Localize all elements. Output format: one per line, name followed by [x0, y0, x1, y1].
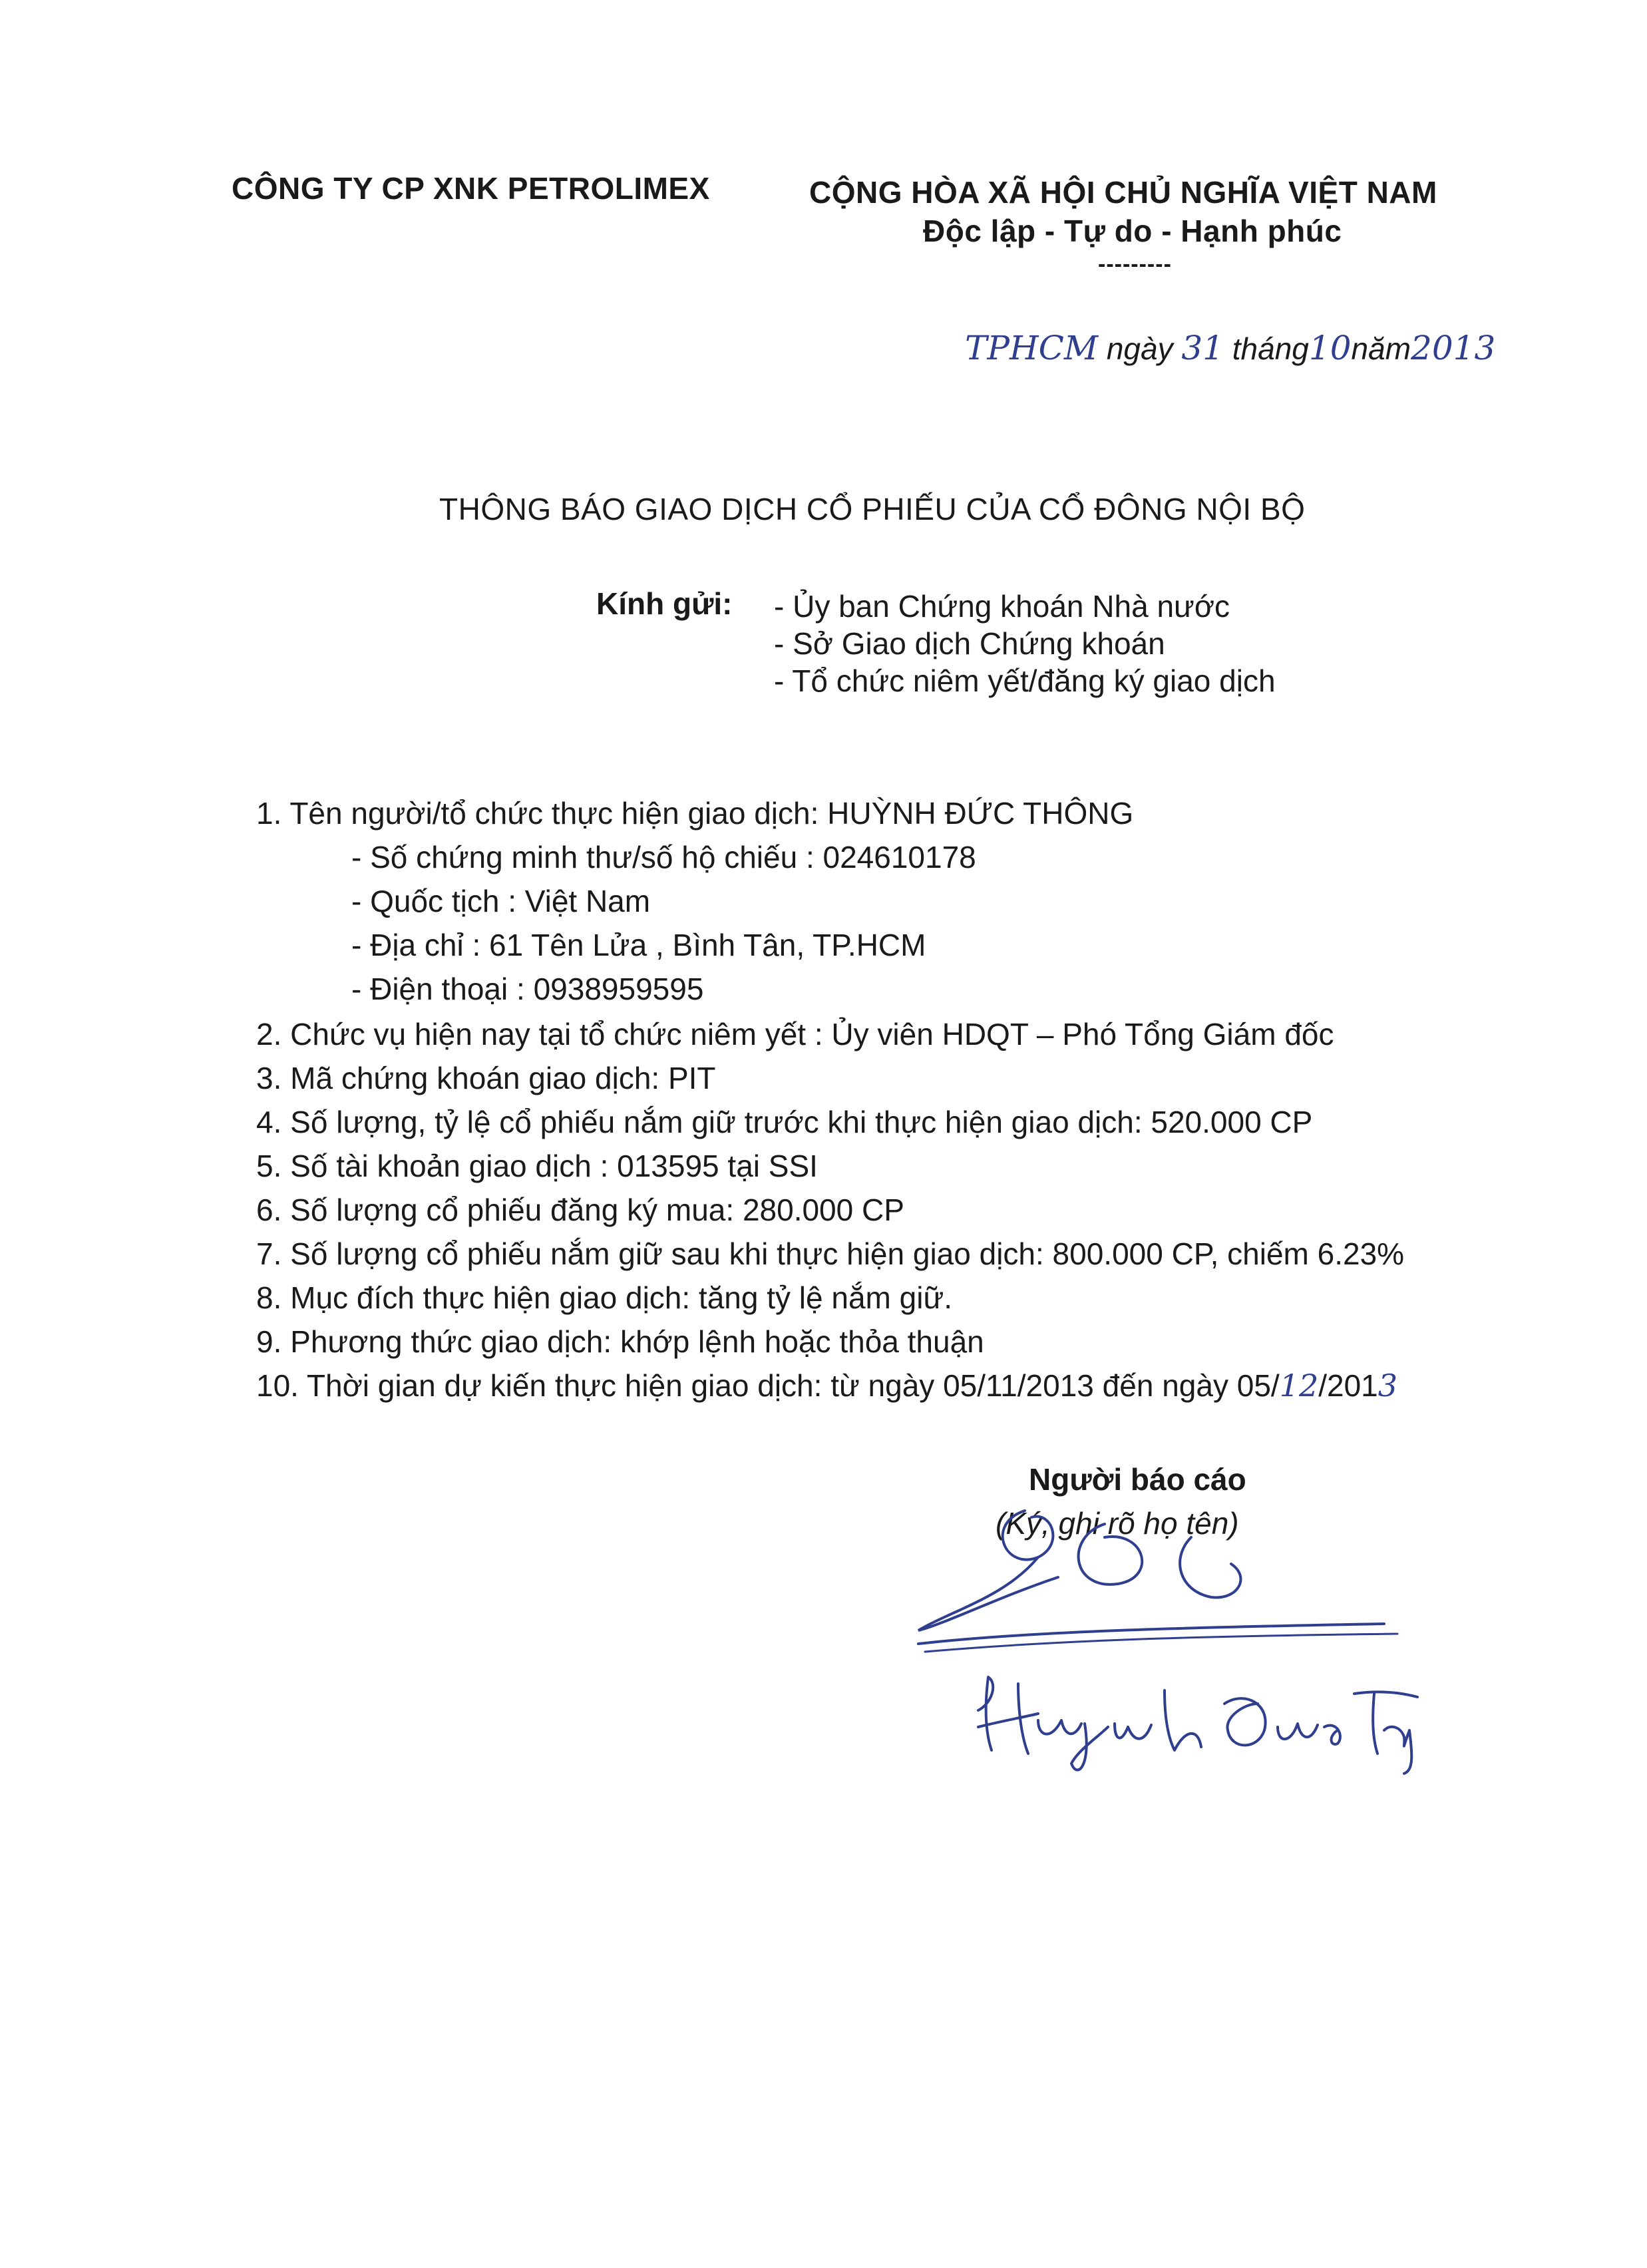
- item-1-nationality: - Quốc tịch : Việt Nam: [351, 884, 651, 918]
- item-10-year-prefix: /201: [1318, 1368, 1378, 1403]
- item-1-address: - Địa chỉ : 61 Tên Lửa , Bình Tân, TP.HCM: [351, 928, 926, 962]
- item-7: 7. Số lượng cổ phiếu nắm giữ sau khi thực hiện giao dịch: 800.000 CP, chiếm 6.23%: [256, 1236, 1405, 1271]
- date-place-handwritten: TPHCM: [965, 329, 1099, 367]
- signature-scribble: [905, 1497, 1411, 1657]
- item-8: 8. Mục đích thực hiện giao dịch: tăng tỷ lệ nắm giữ.: [256, 1280, 953, 1315]
- item-10-text: 10. Thời gian dự kiến thực hiện giao dịch: từ ngày 05/11/2013 đến ngày 05/: [256, 1368, 1280, 1403]
- date-line: [965, 329, 1495, 367]
- item-2: 2. Chức vụ hiện nay tại tổ chức niêm yết : Ủy viên HDQT – Phó Tổng Giám đốc: [256, 1017, 1334, 1051]
- item-5: 5. Số tài khoản giao dịch : 013595 tại SSI: [256, 1149, 818, 1183]
- date-ngay-label: ngày: [1106, 331, 1173, 366]
- date-month-handwritten: 10: [1308, 329, 1352, 367]
- nation-motto: Độc lập - Tự do - Hạnh phúc: [923, 214, 1342, 248]
- addressee-label: Kính gửi:: [596, 586, 733, 621]
- handwritten-signature-name: [965, 1664, 1431, 1777]
- item-4: 4. Số lượng, tỷ lệ cổ phiếu nắm giữ trước khi thực hiện giao dịch: 520.000 CP: [256, 1105, 1313, 1139]
- recipient-item: - Sở Giao dịch Chứng khoán: [774, 626, 1165, 661]
- item-1-id-number: - Số chứng minh thư/số hộ chiếu : 024610178: [351, 840, 976, 874]
- item-1: 1. Tên người/tổ chức thực hiện giao dịch: HUỲNH ĐỨC THÔNG: [256, 796, 1134, 831]
- date-day-handwritten: 31: [1181, 329, 1224, 367]
- header-divider: ---------: [1098, 252, 1172, 277]
- item-10-handwritten-month: 12: [1279, 1368, 1319, 1404]
- nation-name: CỘNG HÒA XÃ HỘI CHỦ NGHĨA VIỆT NAM: [809, 175, 1437, 210]
- item-6: 6. Số lượng cổ phiếu đăng ký mua: 280.000 CP: [256, 1193, 904, 1227]
- document-title: THÔNG BÁO GIAO DỊCH CỔ PHIẾU CỦA CỔ ĐÔNG NỘI BỘ: [439, 492, 1306, 526]
- item-1-phone: - Điện thoại : 0938959595: [351, 972, 704, 1006]
- item-10-handwritten-year: 3: [1377, 1368, 1398, 1404]
- recipient-item: - Ủy ban Chứng khoán Nhà nước: [774, 589, 1230, 624]
- date-year-handwritten: 2013: [1411, 329, 1496, 367]
- recipient-item: - Tổ chức niêm yết/đăng ký giao dịch: [774, 663, 1276, 698]
- date-thang-label: tháng: [1232, 331, 1309, 366]
- date-nam-label: năm: [1351, 331, 1411, 366]
- item-9: 9. Phương thức giao dịch: khớp lệnh hoặc thỏa thuận: [256, 1324, 984, 1359]
- signature-title: Người báo cáo: [1029, 1462, 1246, 1497]
- signature-note: (Ký, ghi rõ họ tên): [996, 1506, 1239, 1541]
- company-name: CÔNG TY CP XNK PETROLIMEX: [232, 171, 710, 206]
- item-10: [256, 1368, 1397, 1404]
- item-3: 3. Mã chứng khoán giao dịch: PIT: [256, 1061, 716, 1095]
